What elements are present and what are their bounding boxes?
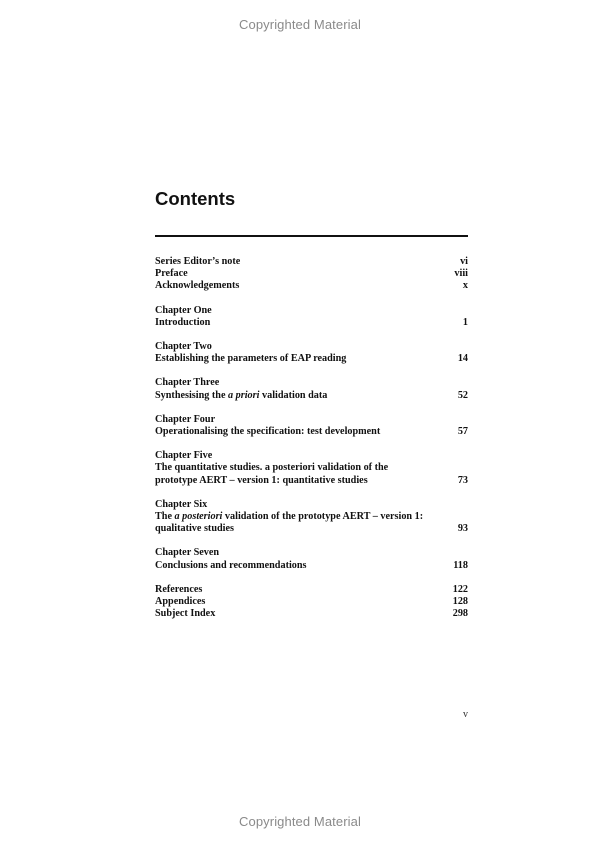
table-of-contents <box>155 256 468 632</box>
chapter-title-part: Synthesising the <box>155 389 229 401</box>
chapter-page: 93 <box>457 523 468 535</box>
chapter-title-line <box>155 426 468 438</box>
chapter-title: Conclusions and recommendations <box>155 559 307 571</box>
toc-entry-references[interactable] <box>155 584 468 596</box>
toc-chapter-four[interactable] <box>155 414 468 438</box>
chapter-title-part: validation of the prototype AERT – version 1: <box>222 511 424 523</box>
chapter-title-line-1: The quantitative studies. a posteriori validation of the <box>155 462 389 474</box>
chapter-title-italic: a posteriori <box>174 511 223 523</box>
chapter-title <box>155 390 327 402</box>
toc-chapter-one[interactable] <box>155 305 468 329</box>
chapter-title: Establishing the parameters of EAP reading <box>155 353 347 365</box>
toc-chapter-three[interactable] <box>155 377 468 401</box>
chapter-label: Chapter Seven <box>155 547 220 559</box>
chapter-label: Chapter Two <box>155 341 212 353</box>
chapter-title-line <box>155 523 468 535</box>
toc-chapter-two[interactable] <box>155 341 468 365</box>
toc-entry-title: Acknowledgements <box>155 280 240 292</box>
chapter-title-line <box>155 317 468 329</box>
toc-entry-page: 122 <box>452 583 468 595</box>
chapter-page: 52 <box>457 389 468 401</box>
chapter-title: Operationalising the specification: test development <box>155 426 381 438</box>
toc-entry-title: Subject Index <box>155 608 216 620</box>
chapter-title-line-2: prototype AERT – version 1: quantitative studies <box>155 474 368 486</box>
copyright-watermark-top: Copyrighted Material <box>239 17 361 32</box>
chapter-title-line <box>155 475 468 487</box>
chapter-page: 57 <box>457 426 468 438</box>
chapter-title-line <box>155 353 468 365</box>
front-matter-group <box>155 256 468 293</box>
chapter-label: Chapter Four <box>155 413 216 425</box>
chapter-title: Introduction <box>155 316 211 328</box>
toc-entry-title: References <box>155 583 203 595</box>
chapter-label: Chapter One <box>155 304 212 316</box>
chapter-title-line-1 <box>155 511 468 523</box>
toc-entry-page: viii <box>454 268 468 280</box>
toc-entry-page: x <box>462 280 468 292</box>
chapter-label: Chapter Five <box>155 450 213 462</box>
chapter-page: 14 <box>457 353 468 365</box>
toc-entry-page: vi <box>460 256 468 267</box>
copyright-watermark-bottom: Copyrighted Material <box>239 814 361 829</box>
page-number: v <box>463 709 468 720</box>
chapter-title-part: validation data <box>259 389 328 401</box>
toc-chapter-six[interactable] <box>155 499 468 536</box>
toc-entry-appendices[interactable] <box>155 596 468 608</box>
back-matter-group <box>155 584 468 621</box>
toc-chapter-seven[interactable] <box>155 547 468 571</box>
chapter-title-line-2: qualitative studies <box>155 523 234 535</box>
heading-rule <box>155 235 468 237</box>
toc-entry-page: 298 <box>452 608 468 620</box>
chapter-page: 73 <box>457 474 468 486</box>
chapter-title-line <box>155 390 468 402</box>
toc-entry-title: Preface <box>155 268 188 280</box>
chapter-title-part: The <box>155 511 175 523</box>
contents-heading: Contents <box>155 188 236 209</box>
toc-entry-acknowledgements[interactable] <box>155 280 468 292</box>
chapter-page: 118 <box>453 559 468 571</box>
toc-entry-series-editors-note[interactable] <box>155 256 468 268</box>
toc-entry-subject-index[interactable] <box>155 608 468 620</box>
chapter-label: Chapter Six <box>155 498 208 510</box>
toc-chapter-five[interactable] <box>155 450 468 487</box>
toc-entry-page: 128 <box>452 596 468 608</box>
chapter-label: Chapter Three <box>155 377 220 389</box>
toc-entry-title: Appendices <box>155 596 206 608</box>
chapter-title-line <box>155 560 468 572</box>
toc-entry-preface[interactable] <box>155 268 468 280</box>
chapter-title-italic: a priori <box>228 389 260 401</box>
chapter-page: 1 <box>462 316 468 328</box>
toc-entry-title: Series Editor’s note <box>155 256 241 267</box>
